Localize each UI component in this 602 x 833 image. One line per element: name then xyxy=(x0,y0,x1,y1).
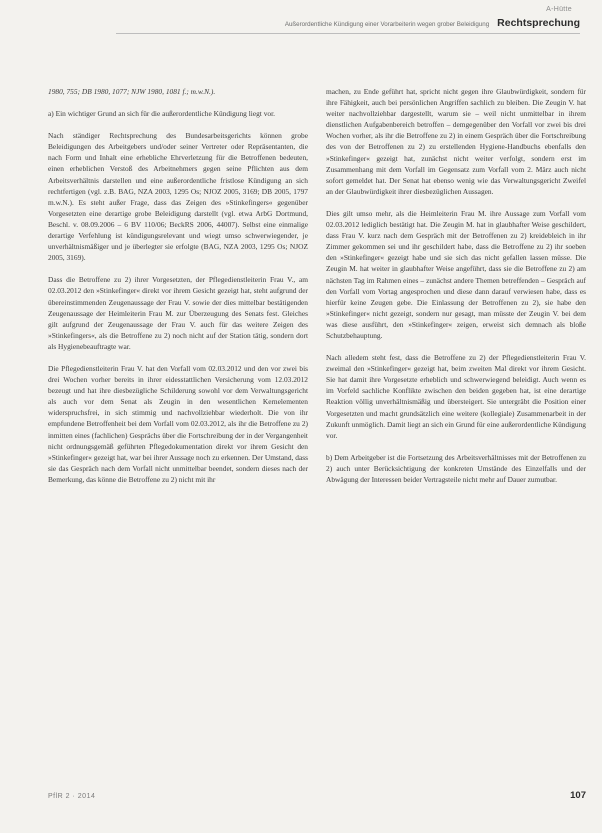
page-footer xyxy=(48,790,586,801)
paragraph: b) Dem Arbeitgeber ist die Fortsetzung des Arbeitsverhältnisses mit der Betroffenen zu 2) auch unter Berücksichtigung der konkreten Umstände des Einzelfalls und der Abwägung der Interessen beider Vertragsteile nicht mehr auf Dauer zumutbar. xyxy=(326,452,586,484)
journal-reference: PflR 2 · 2014 xyxy=(48,793,96,800)
running-head-subtitle: Außerordentliche Kündigung einer Vorarbeiterin wegen grober Beleidigung xyxy=(284,21,490,28)
right-column xyxy=(326,86,586,776)
paragraph: a) Ein wichtiger Grund an sich für die außerordentliche Kündigung liegt vor. xyxy=(48,109,275,119)
section-title: Rechtsprechung xyxy=(497,17,580,29)
paragraph: 1980, 755; DB 1980, 1077; NJW 1980, 1081 f.; m.w.N.). xyxy=(48,87,216,96)
paragraph: Die Pflegedienstleiterin Frau V. hat den Vorfall vom 02.03.2012 und den vor zwei bis drei Wochen vorher bereits in ihrer eidesstattlichen Versicherung vom 12.03.2012 bezeugt und hat ihre diesbezügliche Schilderung sowohl vor dem Verwaltungsgericht als auch vor dem Senat als Zeugin in den wesentlichen Kernelementen widerspruchsfrei, in sich stimmig und nachvollziehbar wiederholt. Die von ihr empfundene Betroffenheit bei dem Vorfall vom 02.03.2012, als ihr die Betroffene zu 2) inmitten eines (fachlichen) Gesprächs über die Fortschreibung der in der Vergangenheit nicht ordnungsgemäß geführten Pflegedokumentation direkt vor ihrem Gesicht den »Stinkefinger« gezeigt hat, war bei ihrer Aussage noch zu erkennen. Der Umstand, dass sie das Gespräch nach dem Vorfall nicht unmittelbar beendet, sondern dieses nach der Bemerkung, das könne die Betroffene zu 2) nicht mit ihr xyxy=(48,363,308,484)
page-number: 107 xyxy=(570,790,586,801)
top-label: A-Hütte xyxy=(546,6,572,13)
text-columns xyxy=(48,86,586,776)
left-column xyxy=(48,86,308,776)
running-head xyxy=(116,17,580,34)
paragraph: machen, zu Ende geführt hat, spricht nicht gegen ihre Glaubwürdigkeit, sondern für ihre Fähigkeit, auch bei persönlichen Angriffen sachlich zu bleiben. Die Zeugin V. hat weiter nachvollziehbar dargestellt, warum sie – weil nicht unmittelbar in ihrem dienstlichen Aufgabenbereich betroffen – demgegenüber den Vorfall vor zwei bis drei Wochen vorher, als ihr die Betroffene zu 2) in einem Gespräch über die Fortschreibung des von der Betroffenen zu 2) zu erstellenden Hygiene-Handbuchs ebenfalls den »Stinkefinger« gezeigt hat, zunächst nicht weiter verfolgt, sondern erst im Zusammenhang mit dem Vorfall im Gegensatz zum Vorfall vom 2. März auch nicht sofort gemeldet hat. Der Senat hat ebenso wenig wie das Verwaltungsgericht Zweifel an der Glaubwürdigkeit ihrer diesbezüglichen Aussagen. xyxy=(326,87,586,196)
paragraph: Dies gilt umso mehr, als die Heimleiterin Frau M. ihre Aussage zum Vorfall vom 02.03.2012 lediglich bestätigt hat. Die Zeugin M. hat in glaubhafter Weise geschildert, dass Frau V. kurz nach dem Gespräch mit der Betroffenen zu 2) kreidebleich in ihr Zimmer gekommen sei und ihr geschildert habe, dass die Betroffene zu 2) ihr soeben den »Stinkefinger« gezeigt habe und sie sich das nicht gefallen lassen müsse. Die Zeugin M. hat weiter in glaubhafter Weise angeführt, dass sie die Betroffene zu 2) am nächsten Tag im Rahmen eines – zunächst andere Themen betreffenden – Gespräch auf den Vorfall vom Vortag angesprochen und diese dann darauf verwiesen habe, dass es hierfür keine Zeugen gebe. Die Einlassung der Betroffenen zu 2), sie habe den »Stinkefinger« nicht gezeigt, sondern nur gesagt, man müsste der Zeugin V. bei dem was diese ausführt, den »Stinkefinger« zeigen, erweist sich demnach als bloße Schutzbehauptung. xyxy=(326,208,586,340)
paragraph: Nach ständiger Rechtsprechung des Bundesarbeitsgerichts können grobe Beleidigungen des Arbeitgebers und/oder seiner Vertreter oder Repräsentanten, die nach Form und Inhalt eine erhebliche Ehrverletzung für die Betroffenen bedeuten, einen erheblichen Verstoß des Arbeitnehmers gegen seine Pflichten aus dem Arbeitsverhältnis darstellen und eine außerordentliche fristlose Kündigung an sich rechtfertigen (vgl. z.B. BAG, NZA 2003, 1295 Os; NJOZ 2005, 3169; DB 2005, 1797 m.w.N.). Es steht außer Frage, dass das Zeigen des »Stinkefingers« gegenüber Vorgesetzten eine derartige grobe Beleidigung darstellt (vgl. etwa ArbG Dortmund, Beschl. v. 08.09.2006 – 6 BV 110/06; BeckRS 2006, 44007). Selbst eine einmalige derartige Verfehlung ist kündigungsrelevant und wiegt umso schwerwiegender, je unverhältnismäßiger und je überlegter sie erfolgte (BAG, NZA 2003, 1295 Os; NJOZ 2005, 3169). xyxy=(48,131,308,263)
paragraph: Nach alledem steht fest, dass die Betroffene zu 2) der Pflegedienstleiterin Frau V. zweimal den »Stinkefinger« gezeigt hat, beim zweiten Mal direkt vor ihrem Gesicht. Sie hat damit ihre Vorgesetzte erheblich und schwerwiegend beleidigt. Auch wenn es im Vorfeld sachliche Konflikte zwischen den beiden gegeben hat, ist eine derartige Reaktion völlig unverhältnismäßig und übersteigert. Sie untergräbt die Position einer Vorgesetzten und macht grundsätzlich eine weitere (kollegiale) Zusammenarbeit in der Zukunft unmöglich. Damit liegt an sich ein Grund für eine außerordentliche Kündigung vor. xyxy=(326,353,586,440)
paragraph: Dass die Betroffene zu 2) ihrer Vorgesetzten, der Pflegedienstleiterin Frau V., am 02.03.2012 den »Stinkefinger« direkt vor ihrem Gesicht gezeigt hat, steht aufgrund der übereinstimmenden Zeugenaussage der Frau V. sowie der dies mittelbar bestätigenden Zeugenaussage der Heimleiterin Frau M. zur Überzeugung des Senats fest. Gleiches gilt aufgrund der Zeugenaussage der Frau V. auch für das weitere Zeigen des »Stinkefingers«, als die Betroffene zu 2) noch nicht auf der Station tätig, sondern dort als Hygienebeauftragte war. xyxy=(48,275,308,351)
